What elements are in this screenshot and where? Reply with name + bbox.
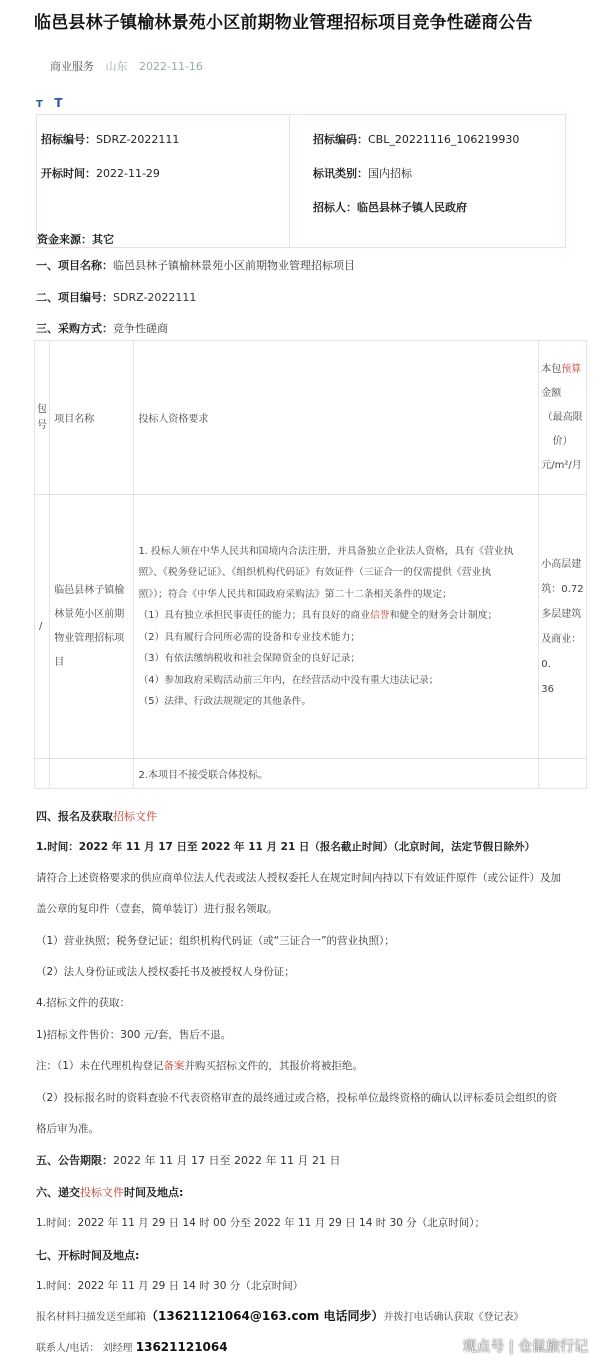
empty-cell (50, 759, 134, 789)
contact-phone[interactable]: 13621121064 (135, 1340, 228, 1354)
requirement-line: （5）法律、行政法规规定的其他条件。 (138, 696, 312, 707)
table-row (35, 759, 587, 789)
list-item: （2）法人身份证或法人授权委托书及被授权人身份证； (36, 966, 295, 978)
article-meta (50, 58, 203, 74)
section-head: 七、开标时间及地点: (36, 1249, 140, 1262)
bid-number-label: 招标编号： (41, 133, 96, 146)
budget-value-line: 筑：0.72 (541, 583, 584, 595)
section-project-name (36, 257, 355, 273)
email-prefix: 报名材料扫描发送至邮箱 (36, 1312, 146, 1323)
section-red-text: 投标文件 (80, 1186, 124, 1199)
section-head: 三、采购方式： (36, 322, 113, 335)
requirement-red-text: 信誉 (370, 610, 390, 621)
bidder-label: 招标人： (313, 201, 357, 214)
table-row (35, 495, 587, 759)
divider (289, 115, 290, 247)
section-text: 竞争性磋商 (113, 322, 168, 335)
paragraph: 1)招标文件售价：300 元/套，售后不退。 (36, 1029, 232, 1041)
section-registration (36, 808, 157, 824)
budget-line: 元/m²/月 (541, 459, 582, 471)
package-number: / (35, 495, 50, 759)
consortium-note: 2.本项目不接受联合体投标。 (134, 759, 539, 789)
bid-number-value: SDRZ-2022111 (96, 133, 180, 146)
contact-line (36, 1339, 228, 1354)
section-head: 时间及地点: (124, 1186, 184, 1199)
paragraph: 盖公章的复印件（壹套，简单装订）进行报名领取。 (36, 903, 278, 915)
budget-value-line: 36 (541, 683, 555, 695)
contact-name: 刘经理 (102, 1343, 133, 1354)
header-package: 包号 (35, 341, 50, 495)
budget-value-line: 多层建筑 (541, 608, 582, 620)
section-project-number (36, 289, 196, 305)
section-procurement-method (36, 320, 168, 336)
header-requirements: 投标人资格要求 (134, 341, 539, 495)
notice-type-value: 国内招标 (368, 167, 412, 180)
email-suffix: 并拨打电话确认获取《登记表》 (383, 1312, 524, 1323)
font-size-toggle (36, 96, 63, 110)
section-text: 临邑县林子镇榆林景苑小区前期物业管理招标项目 (113, 259, 355, 272)
section-head: 二、项目编号： (36, 291, 113, 304)
email-line (36, 1307, 524, 1324)
open-time-value: 2022-11-29 (96, 167, 160, 180)
budget-value-line: 小高层建 (541, 558, 582, 570)
region-tag: 山东 (105, 60, 128, 73)
requirement-line: 照》、《税务登记证》、《组织机构代码证》有效证件（三证合一的仅需提供《营业执 (138, 567, 492, 578)
empty-cell (539, 759, 587, 789)
requirement-text: 和健全的财务会计制度； (389, 610, 498, 621)
note-red-text: 备案 (163, 1060, 185, 1072)
section-text: 2022 年 11 月 17 日至 2022 年 11 月 21 日 (113, 1154, 341, 1167)
bid-code-value: CBL_20221116_106219930 (368, 133, 520, 146)
notice-type (313, 165, 412, 181)
requirement-text: （1）具有独立承担民事责任的能力；具有良好的商业 (138, 610, 370, 621)
project-name-line: 临邑县林子镇榆 (54, 584, 125, 596)
section-head: 六、递交 (36, 1186, 80, 1199)
requirement-line: 照》）；符合《中华人民共和国政府采购法》第二十二条相关条件的规定； (138, 588, 452, 600)
email-address[interactable]: （13621121064@163.com 电话同步） (146, 1309, 384, 1323)
project-name-line: 林景苑小区前期 (54, 608, 125, 620)
note: 格后审为准。 (36, 1123, 99, 1135)
contact-label: 联系人/电话： (36, 1343, 100, 1354)
section-opening (36, 1247, 139, 1263)
submission-time: 1.时间：2022 年 11 月 29 日 14 时 00 分至 2022 年 11 月 29 日 14 时 30 分（北京时间）； (36, 1217, 486, 1229)
package-table (34, 340, 587, 789)
section-head: 五、公告期限： (36, 1154, 113, 1167)
list-item: （1）营业执照；税务登记证；组织机构代码证（或“三证合一”的营业执照）； (36, 935, 395, 947)
paragraph: 请符合上述资格要求的供应商单位法人代表或法人授权委托人在规定时间内持以下有效证件原件（或公证件）及加 (36, 872, 561, 884)
header-budget (539, 341, 587, 495)
requirement-line: （2）具有履行合同所必需的设备和专业技术能力； (138, 631, 361, 643)
page-title: 临邑县林子镇榆林景苑小区前期物业管理招标项目竞争性磋商公告 (34, 13, 533, 33)
bidder (313, 199, 467, 215)
notice-type-label: 标讯类别： (313, 167, 368, 180)
section-head: 四、报名及获取 (36, 810, 113, 823)
project-name-line: 物业管理招标项 (54, 632, 125, 644)
budget-line: （最高限 (542, 411, 583, 423)
fund-source-value: 其它 (92, 233, 114, 246)
requirements-cell (134, 495, 539, 759)
section-submission (36, 1184, 183, 1200)
requirement-line: 1. 投标人须在中华人民共和国境内合法注册，并具备独立企业法人资格，具有《营业执 (138, 545, 514, 557)
header-project-name: 项目名称 (50, 341, 134, 495)
budget-line: 价） (552, 435, 573, 447)
note-text: 并购买招标文件的，其报价将被拒绝。 (184, 1060, 363, 1072)
font-large-button[interactable]: T (54, 96, 63, 110)
budget-head-line (541, 358, 584, 382)
requirement-line (138, 605, 534, 627)
watermark: 观点号 | 仓鼠旅行记 (462, 1339, 588, 1355)
bid-info-box (36, 114, 566, 248)
table-header-row (35, 341, 587, 495)
note (36, 1058, 363, 1073)
empty-cell (35, 759, 50, 789)
budget-line: 金额 (541, 387, 562, 399)
budget-value-line: 及商业：0. (541, 633, 582, 670)
font-small-button[interactable]: T (36, 99, 43, 110)
bidder-value: 临邑县林子镇人民政府 (357, 201, 467, 214)
fund-source (37, 231, 114, 247)
category-tag[interactable]: 商业服务 (50, 60, 94, 73)
budget-red-text: 预算 (561, 363, 582, 375)
open-time (41, 165, 160, 181)
budget-prefix: 本包 (541, 363, 562, 375)
bid-document-link[interactable]: 招标文件 (113, 810, 157, 823)
section-notice-period (36, 1152, 340, 1168)
fund-source-label: 资金来源： (37, 233, 92, 246)
publish-date: 2022-11-16 (139, 60, 203, 73)
open-time-label: 开标时间： (41, 167, 96, 180)
project-name-line: 目 (54, 656, 65, 668)
bid-code (313, 131, 519, 147)
requirement-line: （4）参加政府采购活动前三年内，在经营活动中没有重大违法记录； (138, 674, 439, 686)
section-head: 一、项目名称： (36, 259, 113, 272)
note: （2）投标报名时的资料查验不代表资格审查的最终通过或合格，投标单位最终资格的确认以评标委员会组织的资 (36, 1092, 558, 1104)
paragraph: 4.招标文件的获取： (36, 997, 131, 1009)
bid-number (41, 131, 179, 147)
opening-time: 1.时间：2022 年 11 月 29 日 14 时 30 分（北京时间） (36, 1280, 304, 1292)
registration-time: 1.时间：2022 年 11 月 17 日至 2022 年 11 月 21 日（报名截止时间）（北京时间，法定节假日除外） (36, 841, 536, 853)
budget-cell (539, 495, 587, 759)
note-text: 注：（1）未在代理机构登记 (36, 1060, 164, 1072)
project-name-cell (50, 495, 134, 759)
bid-code-label: 招标编码： (313, 133, 368, 146)
requirement-line: （3）有依法缴纳税收和社会保障资金的良好记录； (138, 653, 361, 664)
section-text: SDRZ-2022111 (113, 291, 197, 304)
